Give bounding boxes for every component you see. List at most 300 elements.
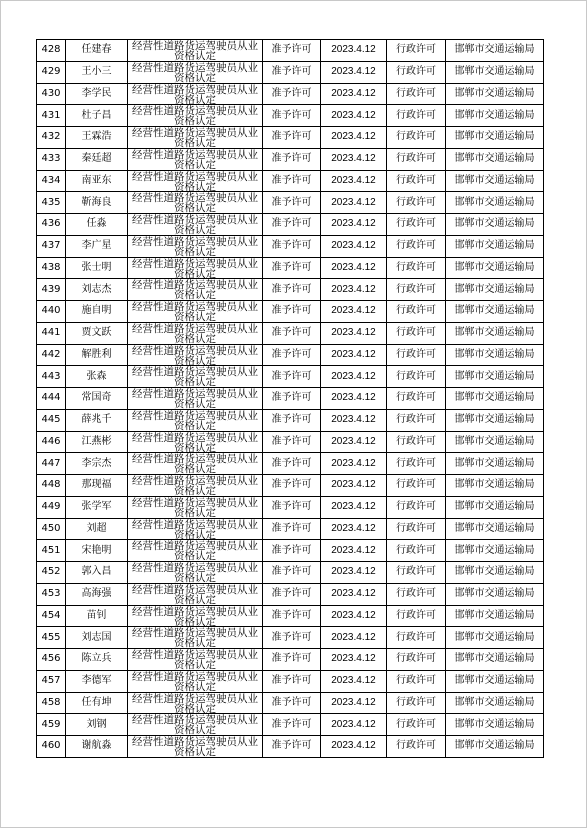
decision-type: 准予许可 [271,435,312,447]
administrative-category: 行政许可 [396,653,436,665]
administrative-category: 行政许可 [396,240,436,252]
decision-date-cell [321,257,387,279]
table-row [37,453,544,475]
issuing-department-cell [446,714,544,736]
decision-type-cell [263,431,321,453]
administrative-category: 行政许可 [396,348,436,360]
decision-type: 准予许可 [271,153,312,165]
row-number: 433 [41,153,61,165]
decision-date: 2023.4.12 [331,283,376,295]
row-number: 454 [41,609,61,621]
permit-category-cell [128,257,263,279]
permit-category-cell [128,214,263,236]
administrative-category: 行政许可 [396,174,436,186]
issuing-department-cell [446,61,544,83]
decision-type: 准予许可 [271,348,312,360]
applicant-name-cell [66,736,128,758]
decision-type: 准予许可 [271,544,312,556]
row-number: 436 [41,218,61,230]
permit-category-cell [128,127,263,149]
administrative-category: 行政许可 [396,261,436,273]
issuing-department-cell [446,322,544,344]
row-number-cell [37,605,66,627]
administrative-category: 行政许可 [396,283,436,295]
issuing-department: 邯郸市交通运输局 [454,522,535,534]
issuing-department: 邯郸市交通运输局 [454,544,535,556]
table-row [37,518,544,540]
decision-date: 2023.4.12 [331,435,376,447]
applicant-name-cell [66,127,128,149]
administrative-category: 行政许可 [396,153,436,165]
applicant-name: 南亚东 [81,174,112,186]
permit-category: 经营性道路货运驾驶员从业资格认定 [132,670,258,692]
decision-date-cell [321,61,387,83]
decision-type-cell [263,714,321,736]
applicant-name: 刘志杰 [81,283,112,295]
permit-category-cell [128,714,263,736]
decision-date-cell [321,736,387,758]
issuing-department-cell [446,736,544,758]
issuing-department-cell [446,127,544,149]
applicant-name: 任建春 [81,44,112,56]
row-number-cell [37,322,66,344]
decision-date-cell [321,409,387,431]
decision-type: 准予许可 [271,109,312,121]
row-number-cell [37,344,66,366]
decision-type: 准予许可 [271,696,312,708]
applicant-name-cell [66,257,128,279]
table-row [37,388,544,410]
issuing-department-cell [446,627,544,649]
issuing-department-cell [446,40,544,62]
row-number: 458 [41,696,61,708]
applicant-name: 李广星 [81,240,112,252]
administrative-category-cell [387,496,446,518]
decision-date-cell [321,235,387,257]
applicant-name-cell [66,409,128,431]
issuing-department-cell [446,235,544,257]
table-row [37,475,544,497]
issuing-department: 邯郸市交通运输局 [454,457,535,469]
issuing-department-cell [446,475,544,497]
row-number-cell [37,453,66,475]
issuing-department-cell [446,692,544,714]
issuing-department: 邯郸市交通运输局 [454,566,535,578]
decision-date: 2023.4.12 [331,544,376,556]
decision-type-cell [263,322,321,344]
applicant-name: 任淼 [86,218,107,230]
decision-date-cell [321,322,387,344]
issuing-department: 邯郸市交通运输局 [454,131,535,143]
permit-category: 经营性道路货运驾驶员从业资格认定 [132,540,258,561]
decision-type: 准予许可 [271,261,312,273]
decision-type: 准予许可 [271,174,312,186]
decision-date: 2023.4.12 [331,414,376,426]
applicant-name: 李宗杰 [81,457,112,469]
applicant-name-cell [66,105,128,127]
issuing-department: 邯郸市交通运输局 [454,675,535,687]
issuing-department: 邯郸市交通运输局 [454,370,535,382]
permit-category: 经营性道路货运驾驶员从业资格认定 [132,192,258,213]
table-row [37,431,544,453]
issuing-department-cell [446,257,544,279]
decision-date: 2023.4.12 [331,131,376,143]
permit-category: 经营性道路货运驾驶员从业资格认定 [132,692,258,714]
decision-date-cell [321,714,387,736]
decision-date-cell [321,627,387,649]
administrative-category: 行政许可 [396,435,436,447]
applicant-name-cell [66,170,128,192]
applicant-name: 李德军 [81,675,112,687]
issuing-department-cell [446,83,544,105]
decision-date: 2023.4.12 [331,479,376,491]
applicant-name-cell [66,496,128,518]
row-number: 451 [41,544,61,556]
table-row [37,127,544,149]
applicant-name: 刘钢 [86,718,107,730]
decision-type-cell [263,366,321,388]
issuing-department-cell [446,431,544,453]
row-number: 437 [41,240,61,252]
table-row [37,627,544,649]
issuing-department: 邯郸市交通运输局 [454,348,535,360]
permit-category-cell [128,736,263,758]
issuing-department-cell [446,649,544,671]
issuing-department: 邯郸市交通运输局 [454,196,535,208]
administrative-category: 行政许可 [396,66,436,78]
applicant-name-cell [66,83,128,105]
row-number: 434 [41,174,61,186]
decision-date: 2023.4.12 [331,218,376,230]
administrative-category-cell [387,148,446,170]
decision-type: 准予许可 [271,44,312,56]
decision-type-cell [263,279,321,301]
applicant-name-cell [66,649,128,671]
applicant-name: 王霖浩 [81,131,112,143]
decision-date-cell [321,192,387,214]
permit-category: 经营性道路货运驾驶员从业资格认定 [132,496,258,518]
issuing-department-cell [446,496,544,518]
permit-category-cell [128,431,263,453]
row-number-cell [37,235,66,257]
applicant-name: 苗钊 [86,609,107,621]
administrative-category: 行政许可 [396,87,436,99]
decision-type: 准予许可 [271,87,312,99]
decision-date: 2023.4.12 [331,588,376,600]
permit-category: 经营性道路货运驾驶员从业资格认定 [132,214,258,235]
applicant-name-cell [66,388,128,410]
decision-type-cell [263,83,321,105]
administrative-category-cell [387,670,446,692]
administrative-category-cell [387,453,446,475]
decision-type-cell [263,692,321,714]
row-number: 439 [41,283,61,295]
administrative-category: 行政许可 [396,631,436,643]
decision-type: 准予许可 [271,392,312,404]
row-number: 455 [41,631,61,643]
applicant-name: 任有坤 [81,696,112,708]
permit-category-cell [128,83,263,105]
issuing-department: 邯郸市交通运输局 [454,414,535,426]
table-row [37,192,544,214]
decision-date: 2023.4.12 [331,305,376,317]
applicant-name: 秦廷超 [81,153,112,165]
decision-type: 准予许可 [271,327,312,339]
permit-category: 经营性道路货运驾驶员从业资格认定 [132,40,258,61]
row-number: 432 [41,131,61,143]
decision-type: 准予许可 [271,305,312,317]
issuing-department-cell [446,192,544,214]
decision-type: 准予许可 [271,501,312,513]
applicant-name-cell [66,670,128,692]
row-number-cell [37,83,66,105]
applicant-name-cell [66,453,128,475]
decision-date: 2023.4.12 [331,457,376,469]
administrative-category: 行政许可 [396,414,436,426]
decision-date: 2023.4.12 [331,522,376,534]
row-number-cell [37,627,66,649]
decision-type-cell [263,540,321,562]
permit-category-cell [128,170,263,192]
row-number-cell [37,562,66,584]
table-row [37,257,544,279]
administrative-category-cell [387,257,446,279]
administrative-category-cell [387,83,446,105]
permit-category-cell [128,605,263,627]
decision-type-cell [263,605,321,627]
administrative-category-cell [387,366,446,388]
row-number-cell [37,518,66,540]
decision-type-cell [263,475,321,497]
administrative-category: 行政许可 [396,370,436,382]
administrative-category-cell [387,692,446,714]
decision-date-cell [321,431,387,453]
issuing-department: 邯郸市交通运输局 [454,588,535,600]
decision-date-cell [321,170,387,192]
decision-type: 准予许可 [271,196,312,208]
administrative-category-cell [387,214,446,236]
applicant-name: 李学民 [81,87,112,99]
administrative-category-cell [387,105,446,127]
permit-category-cell [128,61,263,83]
administrative-category: 行政许可 [396,696,436,708]
permit-category-cell [128,322,263,344]
decision-type: 准予许可 [271,414,312,426]
permit-category-cell [128,627,263,649]
row-number: 429 [41,66,61,78]
decision-type-cell [263,388,321,410]
applicant-name-cell [66,192,128,214]
applicant-name-cell [66,344,128,366]
issuing-department: 邯郸市交通运输局 [454,435,535,447]
table-row [37,170,544,192]
table-row [37,714,544,736]
administrative-category: 行政许可 [396,718,436,730]
administrative-category-cell [387,344,446,366]
administrative-category: 行政许可 [396,675,436,687]
permit-category: 经营性道路货运驾驶员从业资格认定 [132,257,258,279]
table-row [37,692,544,714]
applicant-name: 刘志国 [81,631,112,643]
administrative-category: 行政许可 [396,392,436,404]
administrative-category-cell [387,518,446,540]
decision-date-cell [321,475,387,497]
applicant-name-cell [66,148,128,170]
permit-category: 经营性道路货运驾驶员从业资格认定 [132,83,258,105]
issuing-department: 邯郸市交通运输局 [454,718,535,730]
issuing-department-cell [446,670,544,692]
decision-type-cell [263,40,321,62]
row-number-cell [37,649,66,671]
administrative-category-cell [387,627,446,649]
issuing-department-cell [446,170,544,192]
issuing-department-cell [446,605,544,627]
decision-date-cell [321,388,387,410]
issuing-department: 邯郸市交通运输局 [454,631,535,643]
issuing-department: 邯郸市交通运输局 [454,392,535,404]
table-row [37,605,544,627]
decision-date-cell [321,583,387,605]
table-row [37,279,544,301]
table-row [37,670,544,692]
applicant-name-cell [66,431,128,453]
decision-date: 2023.4.12 [331,240,376,252]
decision-type-cell [263,627,321,649]
administrative-category-cell [387,583,446,605]
permit-category-cell [128,148,263,170]
permit-category: 经营性道路货运驾驶员从业资格认定 [132,279,258,300]
issuing-department: 邯郸市交通运输局 [454,153,535,165]
table-row [37,105,544,127]
decision-date: 2023.4.12 [331,631,376,643]
issuing-department: 邯郸市交通运输局 [454,109,535,121]
decision-date-cell [321,453,387,475]
issuing-department: 邯郸市交通运输局 [454,240,535,252]
row-number-cell [37,736,66,758]
issuing-department-cell [446,279,544,301]
decision-type: 准予许可 [271,588,312,600]
administrative-category: 行政许可 [396,457,436,469]
decision-date-cell [321,518,387,540]
row-number-cell [37,366,66,388]
row-number: 435 [41,196,61,208]
decision-date: 2023.4.12 [331,261,376,273]
issuing-department: 邯郸市交通运输局 [454,327,535,339]
applicant-name-cell [66,366,128,388]
row-number: 431 [41,109,61,121]
decision-type: 准予许可 [271,740,312,752]
permit-category: 经营性道路货运驾驶员从业资格认定 [132,409,258,431]
decision-type: 准予许可 [271,457,312,469]
table-row [37,83,544,105]
administrative-category-cell [387,279,446,301]
decision-date: 2023.4.12 [331,87,376,99]
decision-date-cell [321,562,387,584]
row-number-cell [37,301,66,323]
decision-type-cell [263,257,321,279]
decision-date: 2023.4.12 [331,392,376,404]
applicant-name-cell [66,235,128,257]
administrative-category-cell [387,170,446,192]
permit-category: 经营性道路货运驾驶员从业资格认定 [132,388,258,409]
applicant-name: 高海强 [81,588,112,600]
row-number-cell [37,61,66,83]
decision-date: 2023.4.12 [331,740,376,752]
issuing-department-cell [446,301,544,323]
applicant-name: 张学军 [81,501,112,513]
row-number: 447 [41,457,61,469]
table-row [37,214,544,236]
decision-type-cell [263,562,321,584]
decision-date-cell [321,366,387,388]
row-number: 449 [41,501,61,513]
permit-category-cell [128,366,263,388]
issuing-department: 邯郸市交通运输局 [454,261,535,273]
row-number-cell [37,431,66,453]
table-row [37,736,544,758]
permit-category: 经营性道路货运驾驶员从业资格认定 [132,649,258,670]
issuing-department-cell [446,366,544,388]
applicant-name: 郭入昌 [81,566,112,578]
applicant-name: 谢航淼 [81,740,112,752]
decision-date-cell [321,83,387,105]
decision-date: 2023.4.12 [331,566,376,578]
issuing-department: 邯郸市交通运输局 [454,479,535,491]
issuing-department-cell [446,518,544,540]
decision-type: 准予许可 [271,675,312,687]
issuing-department: 邯郸市交通运输局 [454,653,535,665]
decision-type: 准予许可 [271,370,312,382]
administrative-category: 行政许可 [396,479,436,491]
applicant-name: 解胜利 [81,348,112,360]
issuing-department: 邯郸市交通运输局 [454,740,535,752]
row-number-cell [37,540,66,562]
decision-date: 2023.4.12 [331,653,376,665]
administrative-category: 行政许可 [396,522,436,534]
decision-type-cell [263,670,321,692]
permit-category-cell [128,192,263,214]
administrative-category-cell [387,235,446,257]
table-row [37,649,544,671]
permit-category: 经营性道路货运驾驶员从业资格认定 [132,344,258,366]
decision-date: 2023.4.12 [331,675,376,687]
decision-type: 准予许可 [271,522,312,534]
row-number-cell [37,388,66,410]
table-row [37,496,544,518]
decision-date: 2023.4.12 [331,153,376,165]
decision-type-cell [263,148,321,170]
row-number: 445 [41,414,61,426]
permit-category-cell [128,540,263,562]
row-number: 441 [41,327,61,339]
decision-date: 2023.4.12 [331,609,376,621]
permit-category: 经营性道路货运驾驶员从业资格认定 [132,453,258,474]
issuing-department-cell [446,409,544,431]
table-row [37,583,544,605]
row-number: 457 [41,675,61,687]
table-row [37,235,544,257]
row-number: 428 [41,44,61,56]
administrative-category-cell [387,409,446,431]
administrative-category-cell [387,61,446,83]
permit-category-cell [128,40,263,62]
administrative-category-cell [387,540,446,562]
decision-type: 准予许可 [271,283,312,295]
applicant-name: 张士明 [81,261,112,273]
permit-category-cell [128,496,263,518]
issuing-department: 邯郸市交通运输局 [454,283,535,295]
table-row [37,562,544,584]
